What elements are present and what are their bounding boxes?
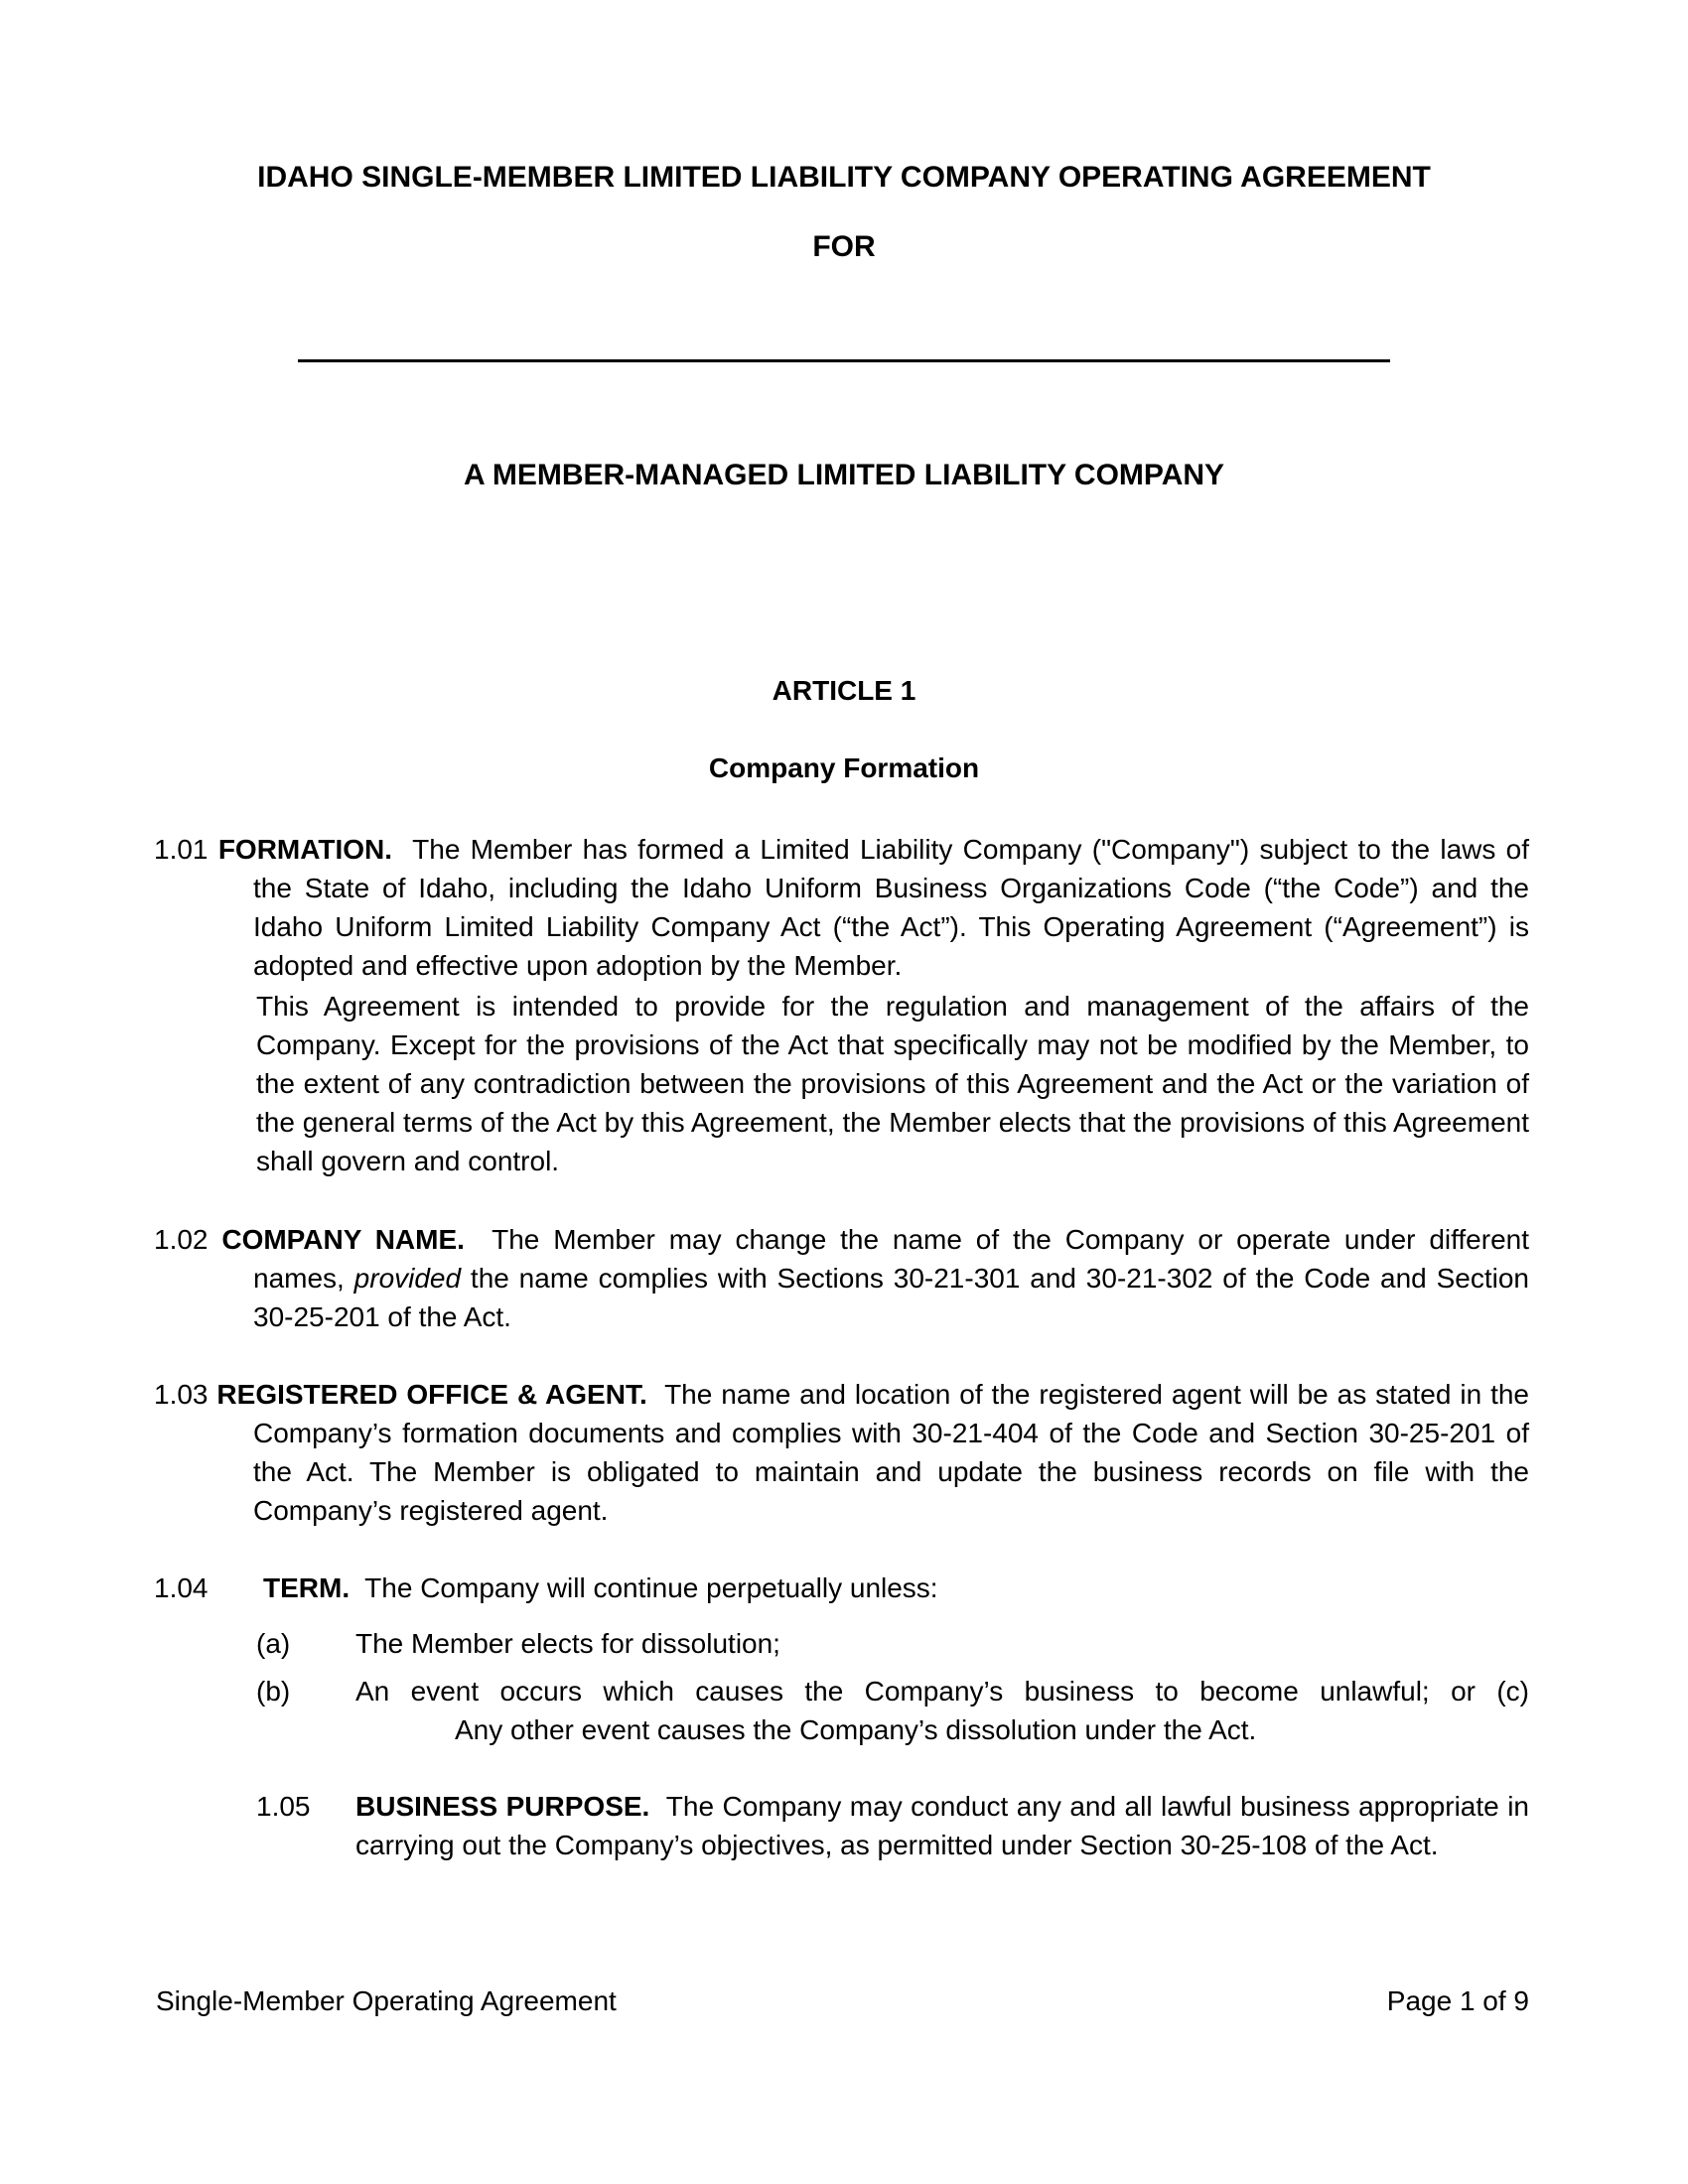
section-1-01 [154, 830, 1529, 985]
document-title-for: FOR [812, 230, 876, 263]
section-number: 1.03 [154, 1379, 209, 1410]
section-text: The Member may change the name of the Company or operate under different names, [253, 1224, 1530, 1294]
section-text: The Company may conduct any and all lawful business appropriate in carrying out the Company’s objectives, as permitted under Section 30-25-108 of the Act. [355, 1791, 1529, 1860]
list-item [256, 1624, 1529, 1663]
section-heading: TERM. [263, 1572, 351, 1603]
section-heading: BUSINESS PURPOSE. [355, 1791, 650, 1822]
section-number: 1.04 [154, 1572, 209, 1603]
section-1-05 [256, 1787, 1529, 1864]
article-number: ARTICLE 1 [772, 675, 916, 706]
company-name-blank-line[interactable] [298, 359, 1390, 362]
section-text: The name and location of the registered agent will be as stated in the Company’s formation documents and complies with 30-21-404 of the Code and Section 30-25-201 of the Act. The Member is obligated to maintain and update the business records on file with the Company’s registered agent. [253, 1379, 1529, 1526]
section-text-italic: provided [353, 1263, 462, 1294]
section-1-03 [154, 1375, 1529, 1530]
footer-page-number: Page 1 of 9 [1386, 1985, 1529, 2016]
section-number: 1.05 [256, 1791, 311, 1822]
section-text: The Company will continue perpetually unless: [364, 1572, 938, 1603]
document-subtitle: A MEMBER-MANAGED LIMITED LIABILITY COMPANY [463, 459, 1225, 491]
list-item-label: (a) [256, 1628, 291, 1659]
section-1-04 [154, 1569, 1529, 1607]
list-item [256, 1672, 1529, 1710]
section-1-01-paragraph-2: This Agreement is intended to provide for the regulation and management of the affairs of the Company. Except for the provisions of the Act that specifically may not be modified by the Member, to the extent of any contradiction between the provisions of this Agreement and the Act or the variation of the general terms of the Act by this Agreement, the Member elects that the provisions of this Agreement shall govern and control. [256, 991, 1529, 1176]
footer-document-name: Single-Member Operating Agreement [156, 1985, 617, 2016]
section-heading: REGISTERED OFFICE & AGENT. [216, 1379, 647, 1410]
section-text: the name complies with Sections 30-21-301 and 30-21-302 of the Code and Section 30-25-201 of the Act. [253, 1263, 1529, 1332]
document-title: IDAHO SINGLE-MEMBER LIMITED LIABILITY COMPANY OPERATING AGREEMENT [257, 161, 1431, 194]
list-item-text: The Member elects for dissolution; [355, 1628, 780, 1659]
section-1-02 [154, 1220, 1529, 1336]
list-item-label: (b) [256, 1676, 291, 1706]
list-item-continuation: Any other event causes the Company’s dissolution under the Act. [455, 1714, 1257, 1745]
section-number: 1.01 [154, 834, 209, 865]
section-number: 1.02 [154, 1224, 209, 1255]
list-item-text: An event occurs which causes the Company’s business to become unlawful; or (c) [355, 1676, 1529, 1706]
section-heading: FORMATION. [217, 834, 393, 865]
article-heading: Company Formation [708, 752, 980, 783]
section-heading: COMPANY NAME. [221, 1224, 465, 1255]
section-text: The Member has formed a Limited Liability Company ("Company") subject to the laws of the State of Idaho, including the Idaho Uniform Business Organizations Code (“the Code”) and the Idaho Uniform Limited Liability Company Act (“the Act”). This Operating Agreement (“Agreement”) is adopted and effective upon adoption by the Member. [253, 834, 1530, 981]
